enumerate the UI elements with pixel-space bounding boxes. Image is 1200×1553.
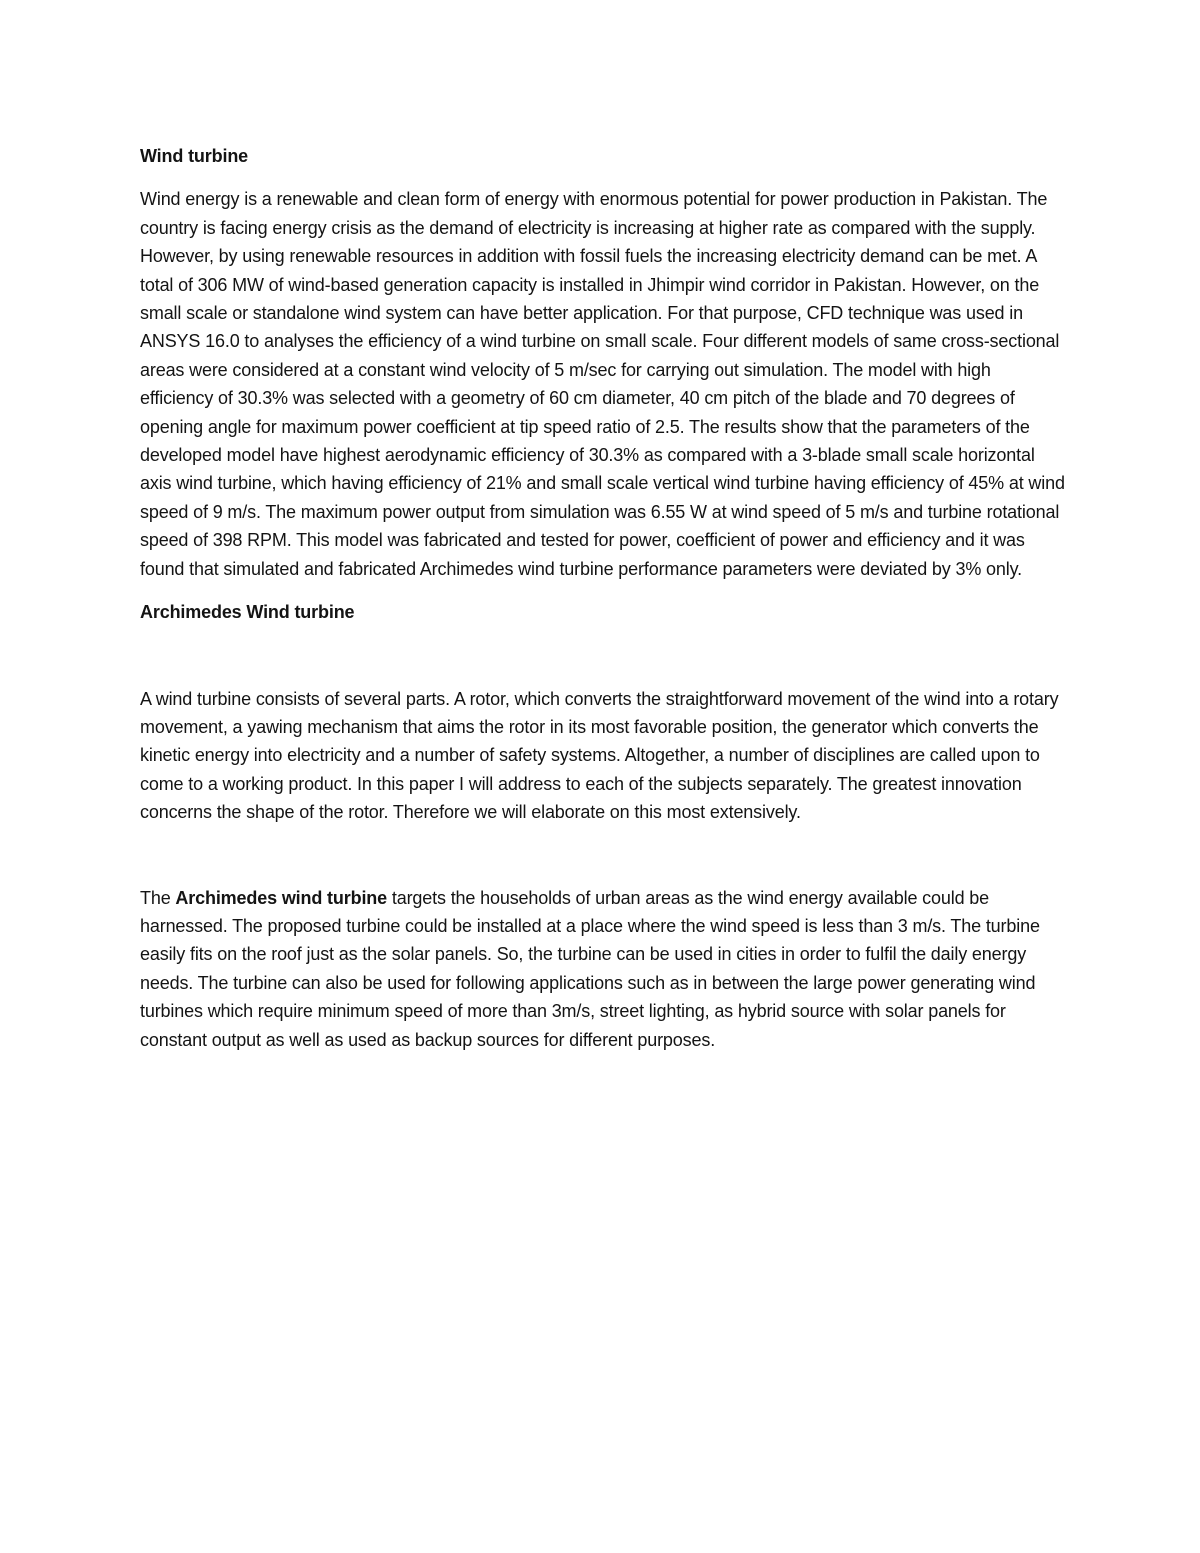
section-heading-archimedes-wind-turbine: Archimedes Wind turbine (140, 602, 355, 623)
archimedes-bold-term: Archimedes wind turbine (175, 887, 388, 908)
paragraph-wind-energy-pakistan: Wind energy is a renewable and clean form of energy with enormous potential for power production in Pakistan. The country is facing energy crisis as the demand of electricity is increasing at higher rate as compared with the supply. However, by using renewable resources in addition with fossil fuels the increasing electricity demand can be met. A total of 306 MW of wind-based generation capacity is installed in Jhimpir wind corridor in Pakistan. However, on the small scale or standalone wind system can have better application. For that purpose, CFD technique was used in ANSYS 16.0 to analyses the efficiency of a wind turbine on small scale. Four different models of same cross-sectional areas were considered at a constant wind velocity of 5 m/sec for carrying out simulation. The model with high efficiency of 30.3% was selected with a geometry of 60 cm diameter, 40 cm pitch of the blade and 70 degrees of opening angle for maximum power coefficient at tip speed ratio of 2.5. The results show that the parameters of the developed model have highest aerodynamic efficiency of 30.3% as compared with a 3-blade small scale horizontal axis wind turbine, which having efficiency of 21% and small scale vertical wind turbine having efficiency of 45% at wind speed of 9 m/s. The maximum power output from simulation was 6.55 W at wind speed of 5 m/s and turbine rotational speed of 398 RPM. This model was fabricated and tested for power, coefficient of power and efficiency and it was found that simulated and fabricated Archimedes wind turbine performance parameters were deviated by 3% only. (140, 189, 1065, 579)
paragraph-archimedes-applications (140, 884, 1065, 1054)
paragraph-rest-text: targets the households of urban areas as the wind energy available could be harnessed. The proposed turbine could be installed at a place where the wind speed is less than 3 m/s. The turbine easily fits on the roof just as the solar panels. So, the turbine can be used in cities in order to fulfil the daily energy needs. The turbine can also be used for following applications such as in between the large power generating wind turbines which require minimum speed of more than 3m/s, street lighting, as hybrid source with solar panels for constant output as well as used as backup sources for different purposes. (140, 887, 1040, 1050)
paragraph-turbine-parts: A wind turbine consists of several parts. A rotor, which converts the straightforward movement of the wind into a rotary movement, a yawing mechanism that aims the rotor in its most favorable position, the generator which converts the kinetic energy into electricity and a number of safety systems. Altogether, a number of disciplines are called upon to come to a working product. In this paper I will address to each of the subjects separately. The greatest innovation concerns the shape of the rotor. Therefore we will elaborate on this most extensively. (140, 688, 1059, 823)
section-heading-wind-turbine: Wind turbine (140, 146, 249, 166)
paragraph-lead-text: The (140, 887, 176, 908)
document-body (140, 142, 1065, 1054)
